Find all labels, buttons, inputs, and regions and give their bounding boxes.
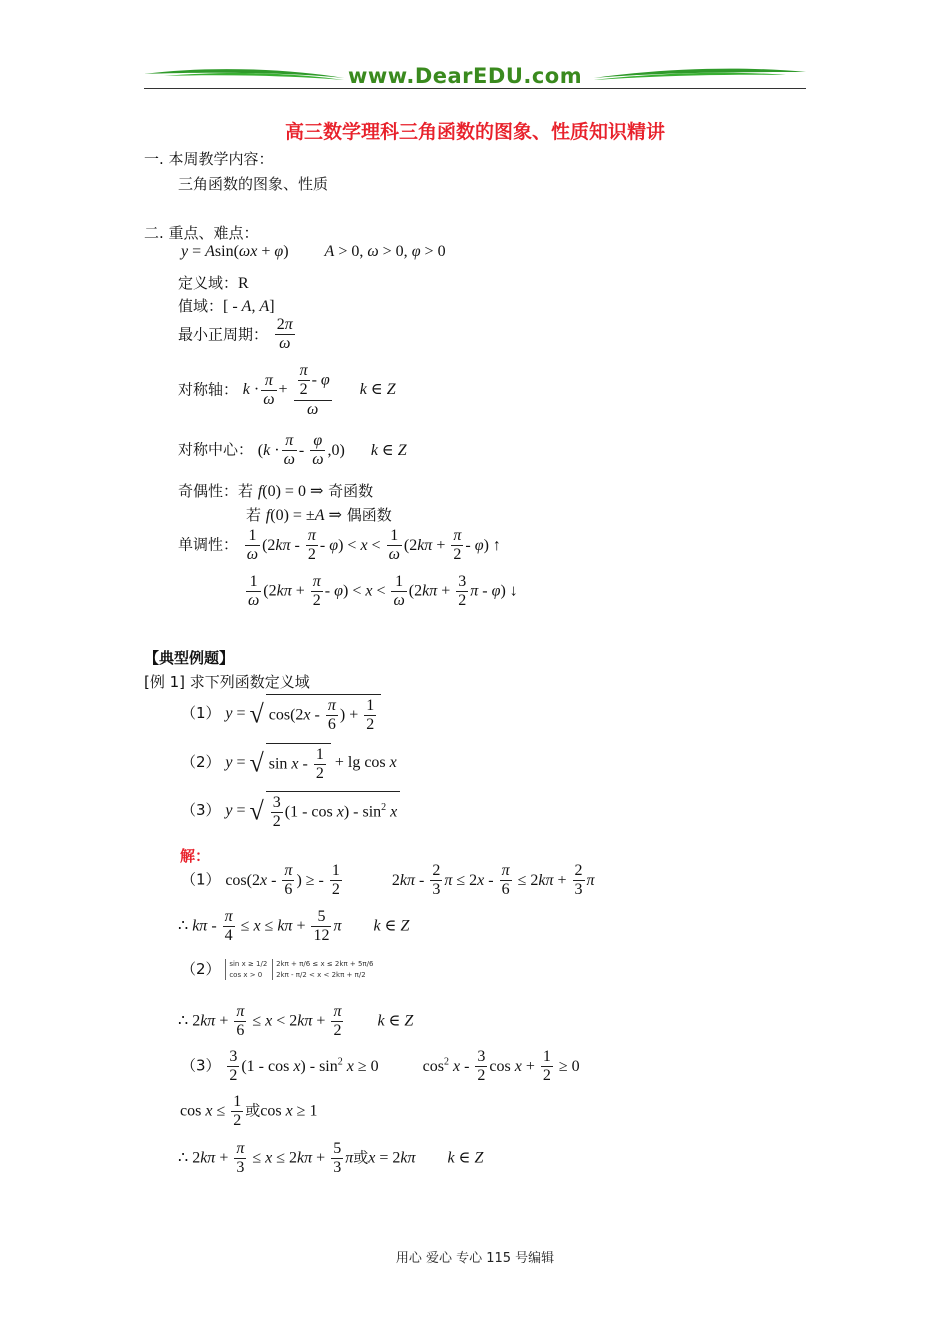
solution-part2-result: ∴ 2kπ + $\frac{\pi}{6}$ ≤ x < 2kπ + $\frac{\pi}{2}$ k ∈ Z <box>178 1003 414 1040</box>
center-formula: (k · $\frac{\pi}{\omega}$ - $\frac{\varphi}{\omega}$ ,0) k ∈ Z <box>257 432 407 469</box>
center-label: 对称中心： <box>178 440 254 459</box>
mono-increasing-line <box>178 527 501 565</box>
increasing-interval: $\frac{1}{\omega}$ (2kπ - $\frac{\pi}{2}$ - φ) < x < $\frac{1}{\omega}$ (2kπ + $\frac{\pi}{2}$ - φ) ↑ <box>246 527 501 564</box>
system-right: 2kπ + π/6 ≤ x ≤ 2kπ + 5π/6 2kπ - π/2 < x < 2kπ + π/2 <box>272 959 373 980</box>
domain-line <box>178 272 249 293</box>
range-line <box>178 295 275 316</box>
center-line <box>178 432 407 470</box>
section1-content: 三角函数的图象、性质 <box>178 175 329 193</box>
solution-part3: （3） $\frac{3}{2}$ $(1 - \cos x) - \sin^2 x \ge 0$ $\cos^2 x$ - $\frac{3}{2}$ cos x + $\frac{1}{2}$ ≥ 0 <box>181 1048 580 1085</box>
example1-part2: （2） y = √ sin x - $\frac{1}{2}$ + lg cos x <box>181 743 397 784</box>
even-function: 偶函数 <box>346 506 392 524</box>
solution-part1-result: ∴ kπ - $\frac{\pi}{4}$ ≤ x ≤ kπ + $\frac{5}{12}$ π k ∈ Z <box>178 908 410 945</box>
page-title: 高三数学理科三角函数的图象、性质知识精讲 <box>284 121 665 143</box>
example1-part3: （3） y = √ $\frac{3}{2}$ $(1 - \cos x) - \sin^2 x$ <box>181 791 400 832</box>
decreasing-interval: $\frac{1}{\omega}$ (2kπ + $\frac{\pi}{2}$ - φ) < x < $\frac{1}{\omega}$ (2kπ + $\frac{3}{2}$ π - φ) ↓ <box>248 573 518 610</box>
odd-function: 奇函数 <box>328 482 374 500</box>
parity-even-line: 若 f(0) = ±A ⇒ 偶函数 <box>246 506 392 524</box>
domain-label: 定义域： <box>178 274 239 292</box>
axis-line <box>178 362 396 419</box>
axis-label: 对称轴： <box>178 380 239 399</box>
solution-part2: （2） sin x ≥ 1/2 cos x > 0 2kπ + π/6 ≤ x ≤ 2kπ + 5π/6 2kπ - π/2 < x < 2kπ + π/2 <box>181 960 374 979</box>
parity-label: 奇偶性： <box>178 482 239 500</box>
range-value: [ - A, A] <box>223 298 275 315</box>
solution-part1: （1） cos(2x - $\frac{\pi}{6}$ ) ≥ - $\frac{1}{2}$ 2kπ - $\frac{2}{3}$ π ≤ 2x - $\frac{\pi}{6}$ ≤ 2kπ + $\frac{2}{3}$ π <box>181 862 595 899</box>
solution-part3-result: ∴ 2kπ + $\frac{\pi}{3}$ ≤ x ≤ 2kπ + $\frac{5}{3}$ π或x = 2kπ k ∈ Z <box>178 1140 484 1177</box>
section2-heading: 二. 重点、难点： <box>144 224 259 242</box>
axis-formula: k · $\frac{\pi}{\omega}$ + $\frac{\pi}{2}$ - φ ω k ∈ Z <box>242 362 396 418</box>
solution-label: 解： <box>180 847 211 865</box>
examples-heading: 【典型例题】 <box>144 649 235 667</box>
page-footer: 用心 爱心 专心 115 号编辑 <box>395 1251 555 1266</box>
system-left: sin x ≥ 1/2 cos x > 0 <box>225 959 267 980</box>
domain-value: R <box>238 275 249 292</box>
parity-odd-line: 奇偶性：若 f(0) = 0 ⇒ 奇函数 <box>178 482 374 500</box>
period-label: 最小正周期： <box>178 325 269 344</box>
example1-label: [例 1] 求下列函数定义域 <box>144 673 310 691</box>
period-line <box>178 316 297 354</box>
example1-part1: （1） y = √ cos(2x - $\frac{\pi}{6}$ ) + $\frac{1}{2}$ <box>181 694 381 735</box>
mono-label: 单调性： <box>178 535 239 554</box>
header-divider <box>144 88 806 89</box>
period-formula: $\frac{2\pi}{\omega}$ <box>276 316 293 353</box>
section1-heading: 一. 本周教学内容： <box>144 150 274 168</box>
main-formula: y = Asin(ωx + φ) A > 0, ω > 0, φ > 0 <box>181 243 446 260</box>
solution-part3-cos: cos x ≤ $\frac{1}{2}$ 或cos x ≥ 1 <box>180 1093 318 1130</box>
range-label: 值域： <box>178 297 224 315</box>
site-logo-text: www.DearEDU.com <box>348 64 583 88</box>
